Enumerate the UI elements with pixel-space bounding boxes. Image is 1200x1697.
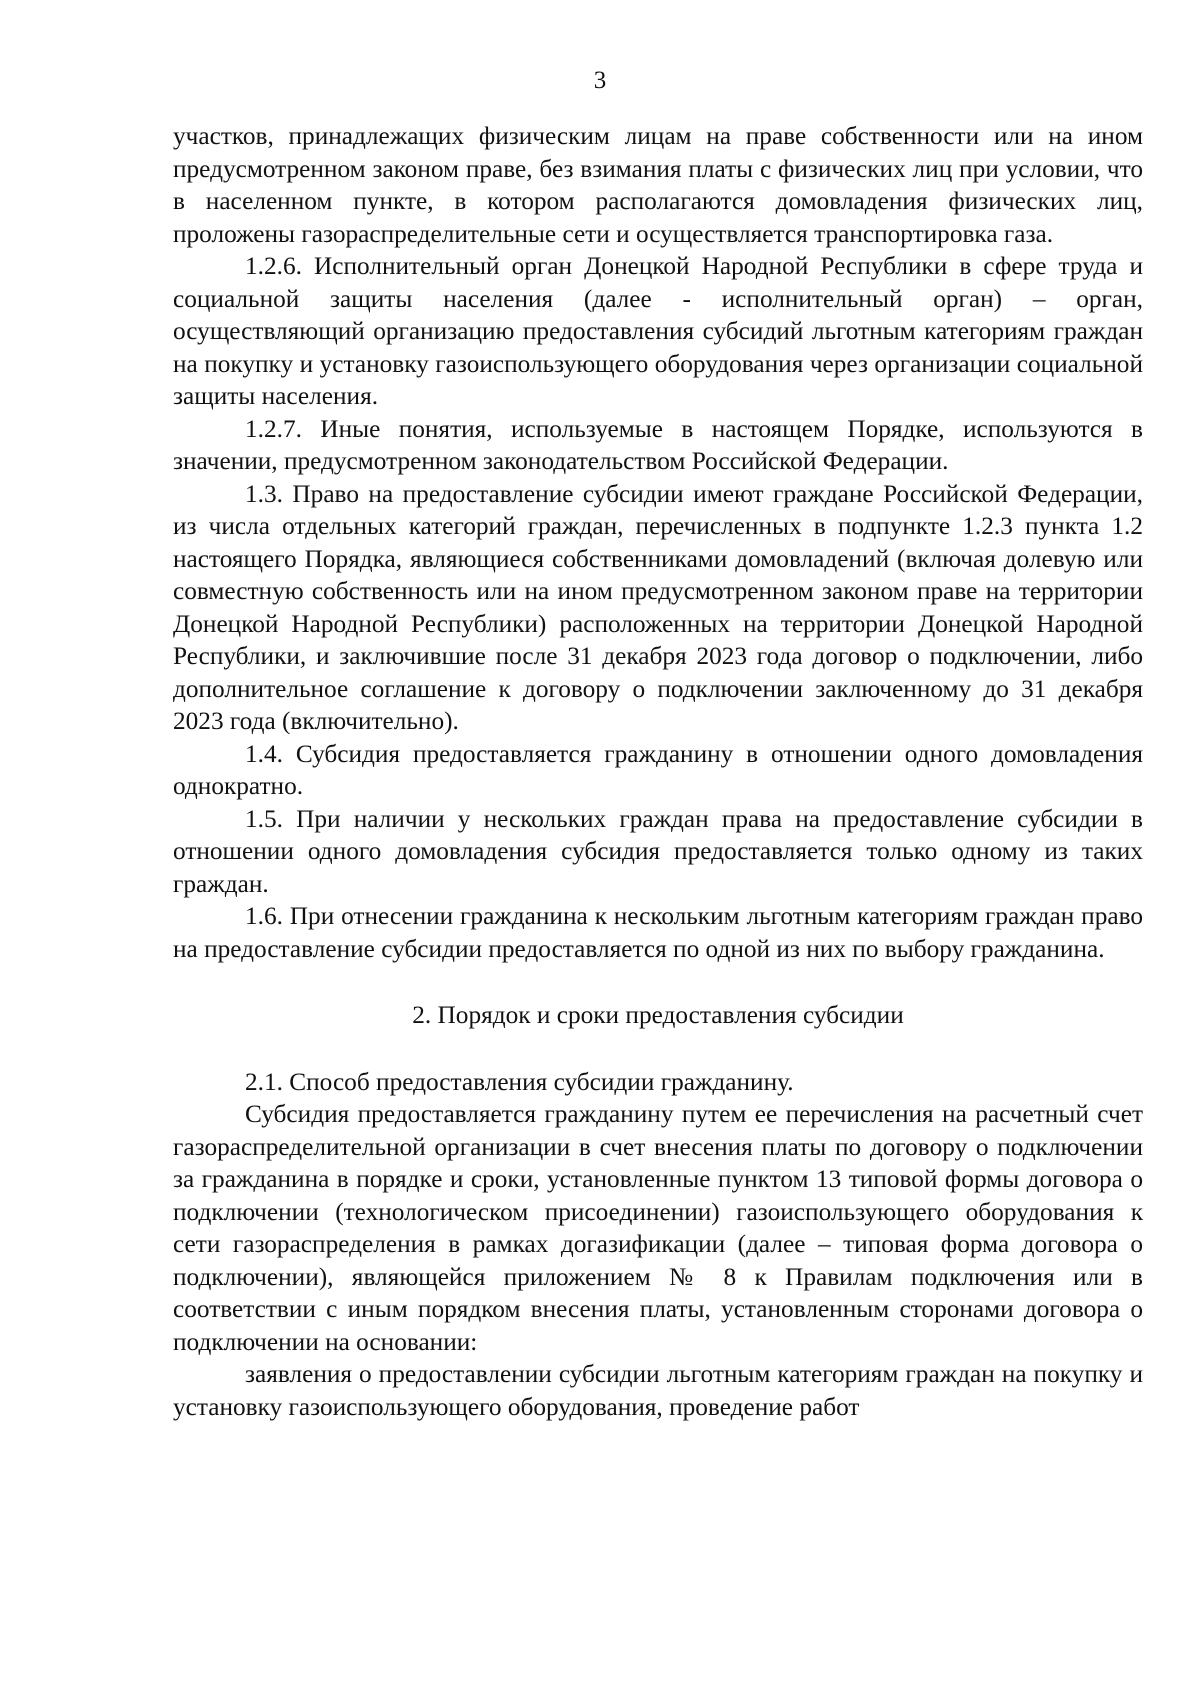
paragraph-application: заявления о предоставлении субсидии льготным категориям граждан на покупку и установку газоиспользующего оборудования, проведение работ [173, 1360, 1143, 1421]
section-heading: 2. Порядок и сроки предоставления субсидии [412, 1001, 904, 1029]
paragraph-1-5: 1.5. При наличии у нескольких граждан права на предоставление субсидии в отношении одного домовладения субсидия предоставляется только одному из таких граждан. [173, 804, 1143, 898]
paragraph-1-4: 1.4. Субсидия предоставляется гражданину в отношении одного домовладения однократно. [173, 739, 1143, 800]
page-number: 3 [593, 67, 607, 94]
paragraph-2-1: 2.1. Способ предоставления субсидии гражданину. [245, 1067, 794, 1096]
paragraph-1-2-6: 1.2.6. Исполнительный орган Донецкой Народной Республики в сфере труда и социальной защиты населения (далее - исполнительный орган) – орган, осуществляющий организацию предоставления субсидий льготным категориям граждан на покупку и установку газоиспользующего оборудования через организации социальной защиты населения. [173, 252, 1143, 410]
paragraph-1-3: 1.3. Право на предоставление субсидии имеют граждане Российской Федерации, из числа отдельных категорий граждан, перечисленных в подпункте 1.2.3 пункта 1.2 настоящего Порядка, являющиеся собственниками домовладений (включая долевую или совместную собственность или на ином предусмотренном законом праве на территории Донецкой Народной Республики) расположенных на территории Донецкой Народной Республики, и заключившие после 31 декабря 2023 года договор о подключении, либо дополнительное соглашение к договору о подключении заключенному до 31 декабря 2023 года (включительно). [173, 479, 1143, 735]
paragraph-1-2-7: 1.2.7. Иные понятия, используемые в настоящем Порядке, используются в значении, предусмотренном законодательством Российской Федерации. [173, 414, 1143, 475]
paragraph-subsidy-method: Субсидия предоставляется гражданину путем ее перечисления на расчетный счет газораспределительной организации в счет внесения платы по договору о подключении за гражданина в порядке и сроки, установленные пунктом 13 типовой формы договора о подключении (технологическом присоединении) газоиспользующего оборудования к сети газораспределения в рамках догазификации (далее – типовая форма договора о подключении), являющейся приложением № 8 к Правилам подключения или в соответствии с иным порядком внесения платы, установленным сторонами договора о подключении на основании: [173, 1100, 1143, 1356]
document-body [173, 120, 1143, 1423]
paragraph-1-6: 1.6. При отнесении гражданина к нескольким льготным категориям граждан право на предоставление субсидии предоставляется по одной из них по выбору гражданина. [173, 902, 1143, 963]
paragraph-continuation: участков, принадлежащих физическим лицам на праве собственности или на ином предусмотренном законом праве, без взимания платы с физических лиц при условии, что в населенном пункте, в котором располагаются домовладения физических лиц, проложены газораспределительные сети и осуществляется транспортировка газа. [173, 122, 1143, 248]
